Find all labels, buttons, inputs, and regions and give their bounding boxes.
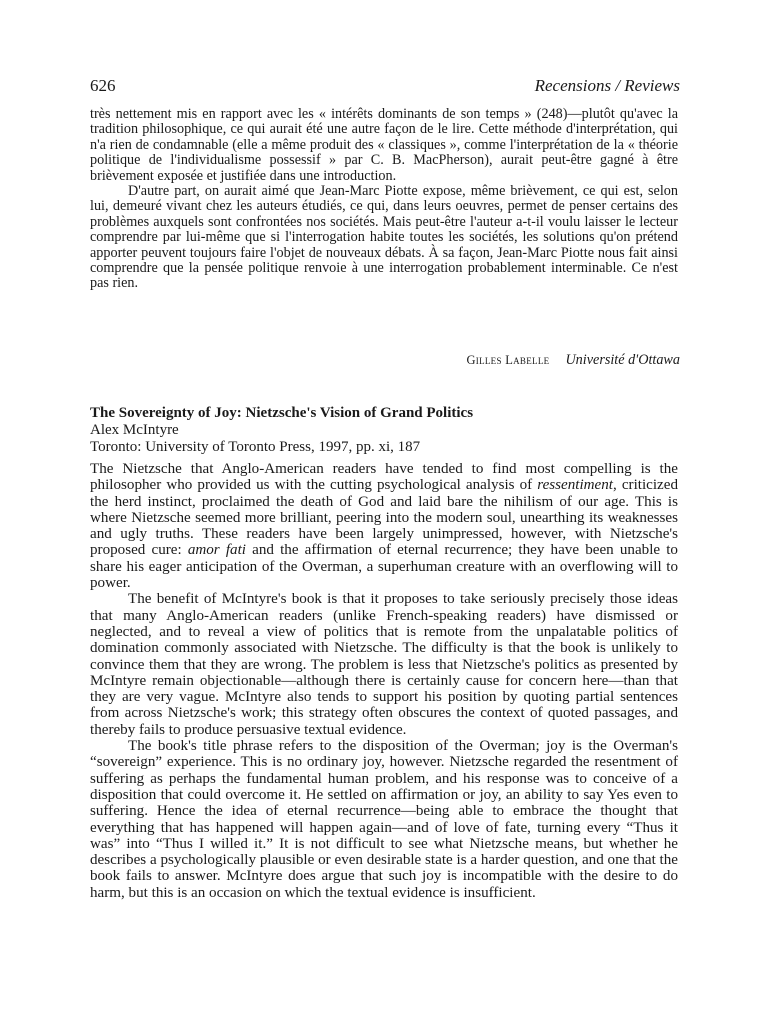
book-author: Alex McIntyre <box>90 422 179 438</box>
previous-review-paragraph-1: très nettement mis en rapport avec les « intérêts dominants de son temps » (248)—plutôt qu'avec la tradition philosophique, ce qui aurait été une autre façon de le lire. Cette méthode d'interprétation, qui n'a rien de condamnable (elle a même produit des « classiques », comme l'interprétation de la « théorie politique de l'individualisme possessif » par C. B. MacPherson), aurait peut-être gagné à être brièvement exposée et justifiée dans une introduction. <box>90 106 678 184</box>
review-paragraph-2: The benefit of McIntyre's book is that it proposes to take seriously precisely those ideas that many Anglo-American readers (unlike French-speaking readers) have dismissed or neglected, and to reveal a view of politics that is remote from the unpalatable politics of domination commonly associated with Nietzsche. The difficulty is that the book is unlikely to convince them that they are wrong. The problem is less that Nietzsche's politics as presented by McIntyre remain objectionable—although there is certainly cause for concern here—than that they are very vague. McIntyre also tends to support his position by quoting partial sentences from across Nietzsche's work; this strategy often obscures the context of quoted passages, and thereby fails to produce persuasive textual evidence. <box>90 591 678 738</box>
previous-review-text <box>90 107 678 292</box>
running-head: Recensions / Reviews <box>534 76 680 95</box>
term-amor-fati: amor fati <box>187 542 246 559</box>
book-publication: Toronto: University of Toronto Press, 1997, pp. xi, 187 <box>90 439 421 455</box>
reviewer-affiliation: Université d'Ottawa <box>565 352 680 368</box>
review-p1-part-b: , criticized the herd instinct, proclaimed the death of God and laid bare the nihilism of our age. This is where Nietzsche seemed more brilliant, peering into the modern soul, unearthing its weaknesses and ugly truths. These readers have been largely unimpressed, however, with Nietzsche's proposed cure: <box>90 477 678 559</box>
previous-review-paragraph-2: D'autre part, on aurait aimé que Jean-Marc Piotte expose, même brièvement, ce qui est, selon lui, demeuré vivant chez les auteurs étudiés, ce qui, dans leurs oeuvres, permet de penser certains des problèmes auxquels sont confrontées nos sociétés. Mais peut-être l'auteur a-t-il voulu laisser le lecteur comprendre par lui-même que si l'interrogation habite toutes les sociétés, les solutions qu'on prétend apporter peuvent toujours faire l'objet de nouveaux débats. À sa façon, Jean-Marc Piotte nous fait ainsi comprendre que la pensée politique renvoie à une interrogation probablement interminable. Ce n'est pas rien. <box>90 183 678 292</box>
book-title: The Sovereignty of Joy: Nietzsche's Vision of Grand Politics <box>90 405 474 421</box>
review-text <box>90 461 678 901</box>
review-p1-part-c: and the affirmation of eternal recurrence; they have been unable to share his eager anticipation of the Overman, a superhuman creature with an overflowing will to power. <box>90 542 678 592</box>
reviewer-signature <box>466 352 680 369</box>
review-paragraph-3: The book's title phrase refers to the disposition of the Overman; joy is the Overman's “sovereign” experience. This is no ordinary joy, however. Nietzsche regarded the resentment of suffering as perhaps the fundamental human problem, and his response was to conceive of a disposition that could overcome it. He settled on affirmation or joy, an ability to say Yes even to suffering. Hence the idea of eternal recurrence—being able to embrace the thought that everything that has happened will happen again—and of love of fate, turning every “Thus it was” into “Thus I willed it.” It is not difficult to see what Nietzsche means, but whether he describes a psychologically plausible or even desirable state is a harder question, and one that the book fails to answer. McIntyre does argue that such joy is incompatible with the desire to do harm, but this is an occasion on which the textual evidence is insufficient. <box>90 738 678 901</box>
page-header <box>90 76 680 100</box>
review-paragraph-1 <box>90 461 678 591</box>
term-ressentiment: ressentiment <box>537 477 613 494</box>
book-citation <box>90 405 680 456</box>
page-number: 626 <box>90 76 116 95</box>
reviewer-name: Gilles Labelle <box>466 353 550 367</box>
review-p1-part-a: The Nietzsche that Anglo-American readers have tended to find most compelling is the philosopher who provided us with the cutting psychological analysis of <box>90 461 678 494</box>
